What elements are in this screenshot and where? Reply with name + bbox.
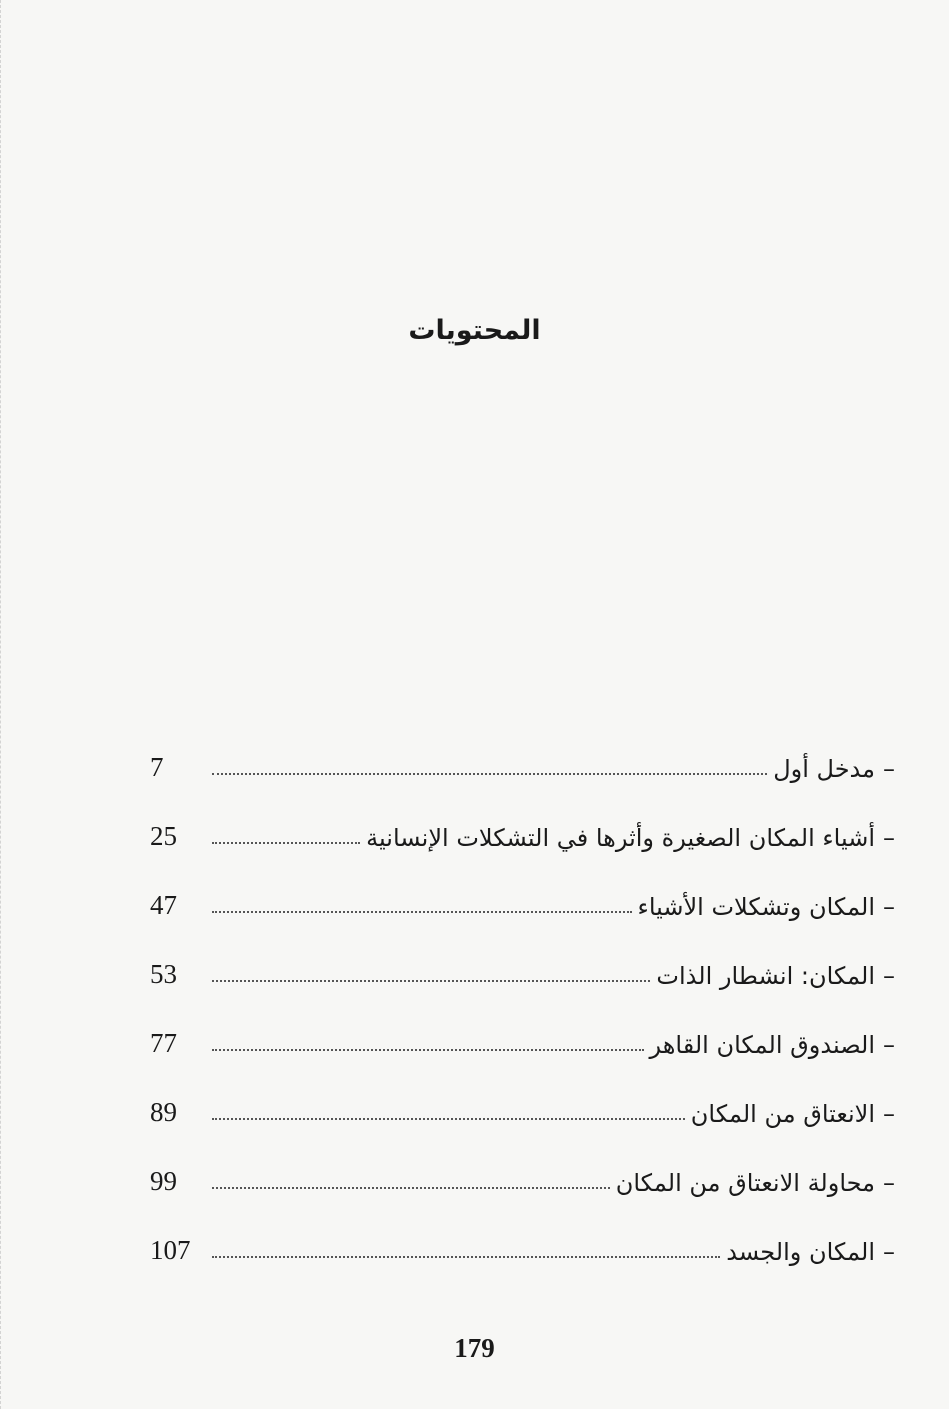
toc-entry	[150, 856, 895, 925]
toc-entry-label: مدخل أول	[773, 755, 875, 783]
table-of-contents	[150, 718, 895, 1270]
toc-entry	[150, 1201, 895, 1270]
page-number: 179	[454, 1333, 495, 1363]
entry-dash: –	[883, 1031, 895, 1059]
dot-leader	[212, 910, 632, 913]
toc-page-number: 47	[150, 890, 177, 920]
toc-entry-label: أشياء المكان الصغيرة وأثرها في التشكلات الإنسانية	[366, 824, 875, 852]
toc-entry-label: الصندوق المكان القاهر	[649, 1031, 875, 1059]
dot-leader	[212, 772, 767, 775]
toc-entry	[150, 1063, 895, 1132]
toc-page-number: 53	[150, 959, 177, 989]
dot-leader	[212, 841, 360, 844]
toc-entry-label: المكان والجسد	[726, 1238, 875, 1266]
dot-leader	[212, 1048, 644, 1051]
toc-entry-title	[773, 757, 895, 787]
toc-entry	[150, 718, 895, 787]
toc-entry	[150, 994, 895, 1063]
toc-page-number: 89	[150, 1097, 177, 1127]
toc-entry-title	[726, 1240, 895, 1270]
dot-leader	[212, 1117, 685, 1120]
entry-dash: –	[883, 893, 895, 921]
dot-leader	[212, 1255, 720, 1258]
toc-entry	[150, 787, 895, 856]
dot-leader	[212, 1186, 610, 1189]
dot-leader	[212, 979, 650, 982]
toc-entry-title	[656, 964, 895, 994]
toc-page-number: 77	[150, 1028, 177, 1058]
toc-page-number: 99	[150, 1166, 177, 1196]
entry-dash: –	[883, 1100, 895, 1128]
entry-dash: –	[883, 755, 895, 783]
toc-entry-label: محاولة الانعتاق من المكان	[615, 1169, 875, 1197]
entry-dash: –	[883, 962, 895, 990]
toc-page-number: 25	[150, 821, 177, 851]
toc-page-number: 107	[150, 1235, 191, 1265]
toc-entry-label: المكان: انشطار الذات	[656, 962, 875, 990]
toc-entry-title	[650, 1033, 895, 1063]
page-title: المحتويات	[408, 315, 541, 346]
toc-entry-label: الانعتاق من المكان	[690, 1100, 875, 1128]
page-edge	[0, 0, 5, 1409]
toc-page-number: 7	[150, 752, 164, 782]
toc-entry-title	[366, 826, 895, 856]
entry-dash: –	[883, 1169, 895, 1197]
toc-entry-title	[616, 1171, 895, 1201]
toc-entry-title	[691, 1102, 895, 1132]
toc-entry-title	[638, 895, 895, 925]
toc-entry	[150, 1132, 895, 1201]
toc-entry	[150, 925, 895, 994]
toc-entry-label: المكان وتشكلات الأشياء	[637, 893, 875, 921]
entry-dash: –	[883, 824, 895, 852]
entry-dash: –	[883, 1238, 895, 1266]
